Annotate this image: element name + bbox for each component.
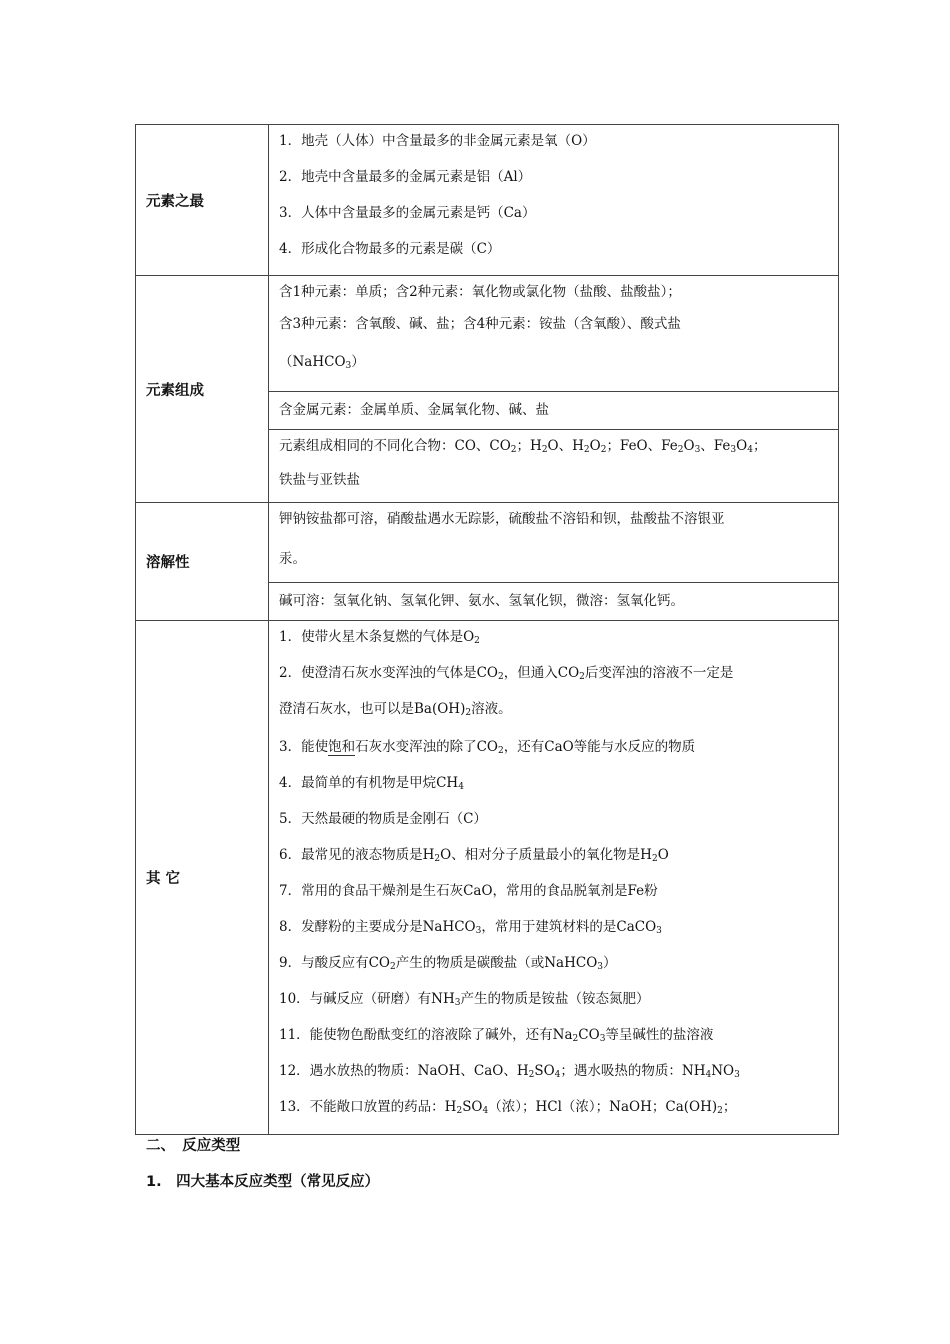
row-others — [136, 621, 839, 1135]
text-line: 5．天然最硬的物质是金刚石（C） — [279, 811, 487, 827]
text-line: 3．人体中含量最多的金属元素是钙（Ca） — [279, 205, 536, 221]
text-line: （NaHCO$_3$） — [279, 354, 365, 371]
content-cell — [269, 621, 839, 1135]
text-line: 汞。 — [279, 551, 306, 567]
text-line: 11．能使物色酚酞变红的溶液除了碱外，还有$Na_2CO_3$等呈碱性的盐溶液 — [279, 1027, 714, 1044]
content-cell — [269, 276, 839, 392]
text-line: 含3种元素：含氧酸、碱、盐；含4种元素：铵盐（含氧酸）、酸式盐 — [279, 316, 681, 332]
text-line: 2．使澄清石灰水变浑浊的气体是$CO_2$，但通入$CO_2$后变浑浊的溶液不一定是 — [279, 665, 734, 682]
text-line: 6．最常见的液态物质是$H_2O$、相对分子质量最小的氧化物是$H_2O$ — [279, 847, 669, 864]
text-line: 12．遇水放热的物质：NaOH、CaO、$H_2SO_4$；遇水吸热的物质：$NH_4NO_3$ — [279, 1063, 740, 1080]
subsection-heading: 1. 四大基本反应类型（常见反应） — [146, 1174, 380, 1190]
text-line: 1．地壳（人体）中含量最多的非金属元素是氧（O） — [279, 133, 596, 149]
row-element-superlatives — [136, 125, 839, 276]
content-cell — [269, 125, 839, 276]
section-heading: 二、 反应类型 — [146, 1138, 241, 1154]
text-line: 4．最简单的有机物是甲烷$CH_4$ — [279, 775, 464, 792]
text-line: 9．与酸反应有$CO_2$产生的物质是碳酸盐（或NaHCO$_3$） — [279, 955, 617, 972]
row-label: 元素之最 — [136, 125, 269, 276]
text-line: 2．地壳中含量最多的金属元素是铝（Al） — [279, 169, 532, 185]
content-cell — [269, 430, 839, 503]
content-cell — [269, 583, 839, 621]
text-line: 8．发酵粉的主要成分是NaHCO$_3$，常用于建筑材料的是CaCO$_3$ — [279, 919, 662, 936]
text-line: 碱可溶：氢氧化钠、氢氧化钾、氨水、氢氧化钡，微溶：氢氧化钙。 — [279, 592, 684, 609]
content-cell — [269, 392, 839, 430]
text-line: 4．形成化合物最多的元素是碳（C） — [279, 241, 501, 257]
content-cell — [269, 503, 839, 583]
text-line: 含金属元素：金属单质、金属氧化物、碱、盐 — [279, 401, 549, 418]
row-solubility — [136, 503, 839, 583]
text-line: 10．与碱反应（研磨）有$NH_3$产生的物质是铵盐（铵态氮肥） — [279, 991, 650, 1008]
row-label: 元素组成 — [136, 276, 269, 503]
row-label: 其 它 — [136, 621, 269, 1135]
text-line: 元素组成相同的不同化合物：CO、$CO_2$；$H_2O$、$H_2O_2$；FeO、$Fe_2O_3$、$Fe_3O_4$； — [279, 438, 767, 455]
text-line: 7．常用的食品干燥剂是生石灰CaO，常用的食品脱氧剂是Fe粉 — [279, 883, 658, 899]
text-line: 澄清石灰水，也可以是$Ba(OH)_2$溶液。 — [279, 701, 512, 718]
summary-table — [135, 124, 839, 1135]
text-line: 铁盐与亚铁盐 — [279, 472, 360, 488]
text-line: 13．不能敞口放置的药品：$H_2SO_4$（浓）；HCl（浓）；NaOH；$Ca(OH)_2$； — [279, 1099, 737, 1116]
row-element-composition — [136, 276, 839, 392]
row-label: 溶解性 — [136, 503, 269, 621]
text-line: 含1种元素：单质；含2种元素：氧化物或氯化物（盐酸、盐酸盐）； — [279, 284, 681, 300]
text-line: 1．使带火星木条复燃的气体是$O_2$ — [279, 629, 480, 646]
text-line: 钾钠铵盐都可溶，硝酸盐遇水无踪影，硫酸盐不溶铅和钡，盐酸盐不溶银亚 — [279, 511, 725, 527]
text-line: 3．能使饱和石灰水变浑浊的除了$CO_2$，还有CaO等能与水反应的物质 — [279, 739, 696, 756]
